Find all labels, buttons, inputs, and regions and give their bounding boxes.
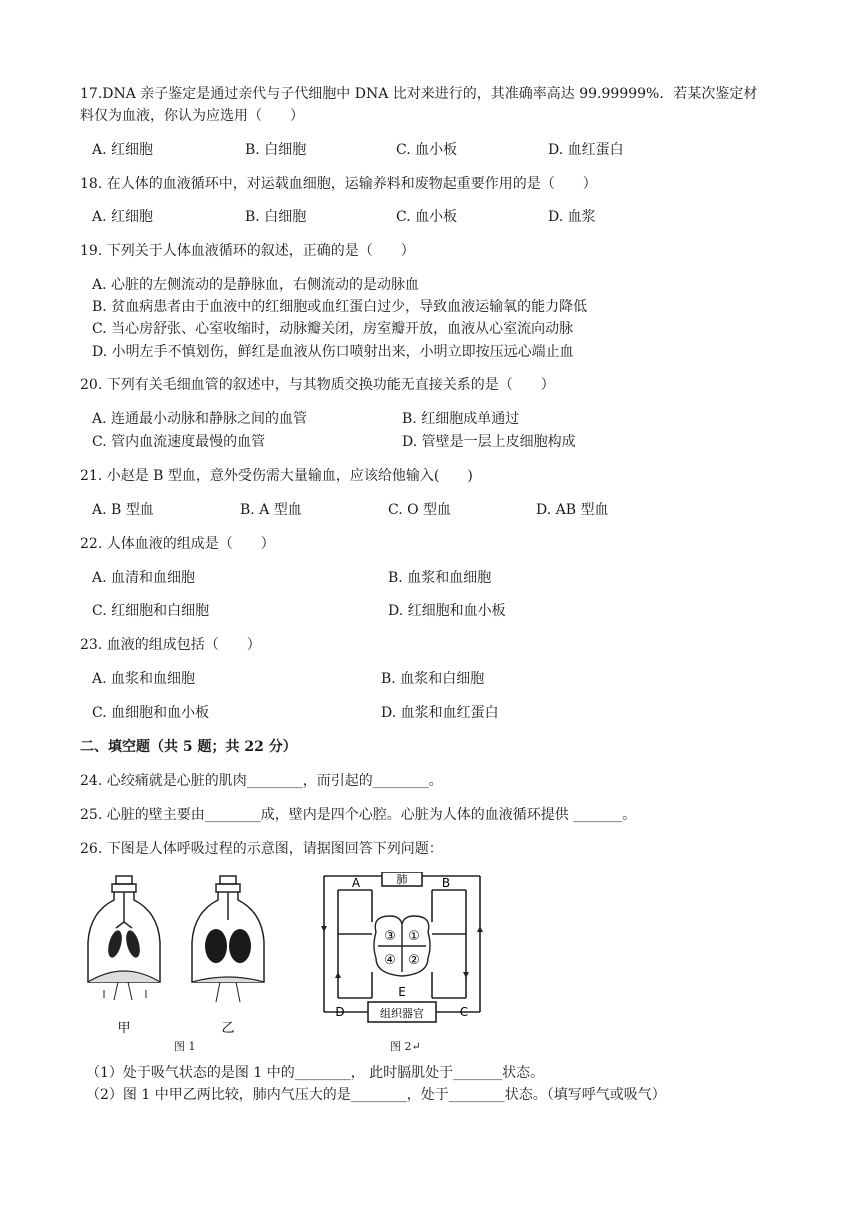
q26-stem: 26. 下图是人体呼吸过程的示意图，请据图回答下列问题： (80, 841, 443, 857)
label-yi: 乙 (221, 1021, 235, 1036)
q22-option-c: C. 红细胞和白细胞 (92, 603, 210, 619)
q22-option-b: B. 血浆和血细胞 (388, 570, 492, 586)
q22-stem: 22. 人体血液的组成是（ ） (80, 536, 275, 552)
q19-option-c: C. 当心房舒张、心室收缩时，动脉瓣关闭，房室瓣开放，血液从心室流向动脉 (92, 321, 574, 337)
chamber-2: ② (408, 953, 420, 968)
q22-option-a: A. 血清和血细胞 (92, 570, 196, 586)
q26-sub2: （2）图 1 中甲乙两比较，肺内气压大的是________，处于________状态。（填写呼气或吸气） (86, 1087, 666, 1103)
label-e: E (398, 985, 406, 999)
q25-stem: 25. 心脏的壁主要由________成，壁内是四个心腔。心脏为人体的血液循环提供 _______。 (80, 807, 637, 823)
q23-option-d: D. 血浆和血红蛋白 (381, 705, 499, 721)
q17-option-a: A. 红细胞 (92, 142, 154, 158)
q20-option-b: B. 红细胞成单通过 (402, 411, 520, 427)
q20-stem: 20. 下列有关毛细血管的叙述中，与其物质交换功能无直接关系的是（ ） (80, 377, 555, 393)
q22-option-d: D. 红细胞和血小板 (388, 603, 506, 619)
q17-option-d: D. 血红蛋白 (548, 142, 624, 158)
chamber-4: ④ (384, 953, 396, 968)
q21-option-b: B. A 型血 (240, 502, 302, 518)
label-tissue: 组织器官 (380, 1007, 424, 1020)
q18-option-a: A. 红细胞 (92, 209, 154, 225)
q19-option-d: D. 小明左手不慎划伤，鲜红是血液从伤口喷射出来，小明立即按压远心端止血 (92, 344, 574, 360)
q21-stem: 21. 小赵是 B 型血，意外受伤需大量输血，应该给他输入( ) (80, 468, 473, 484)
figure-2-circulation (312, 872, 490, 1040)
q17-option-b: B. 白细胞 (245, 142, 307, 158)
q19-stem: 19. 下列关于人体血液循环的叙述，正确的是（ ） (80, 243, 415, 259)
q26-sub1: （1）处于吸气状态的是图 1 中的________， 此时膈肌处于_______状态。 (86, 1065, 545, 1081)
label-a: A (351, 876, 361, 890)
label-c: C (459, 1005, 469, 1019)
figure-1-bell-jar (80, 872, 280, 1040)
chamber-3: ③ (384, 929, 396, 944)
q20-option-a: A. 连通最小动脉和静脉之间的血管 (92, 411, 308, 427)
q20-option-c: C. 管内血流速度最慢的血管 (92, 434, 266, 450)
caption-figure-2: 图 2↵ (390, 1040, 421, 1053)
q21-option-a: A. B 型血 (92, 502, 154, 518)
q23-option-a: A. 血浆和血细胞 (92, 671, 196, 687)
q17-stem-line1: 17.DNA 亲子鉴定是通过亲代与子代细胞中 DNA 比对来进行的，其准确率高达 99.99999%．若某次鉴定材 (80, 86, 758, 102)
q18-stem: 18. 在人体的血液循环中，对运载血细胞，运输养料和废物起重要作用的是（ ） (80, 176, 597, 192)
q24-stem: 24. 心绞痛就是心脏的肌肉________，而引起的________。 (80, 773, 443, 789)
bell-jar-yi (192, 876, 264, 982)
chamber-1: ① (408, 929, 420, 944)
label-d: D (335, 1005, 345, 1019)
bell-jar-jia (88, 876, 160, 982)
section-heading: 二、填空题（共 5 题；共 22 分） (80, 739, 297, 755)
label-lung: 肺 (396, 873, 408, 886)
label-jia: 甲 (117, 1021, 131, 1036)
q19-option-b: B. 贫血病患者由于血液中的红细胞或血红蛋白过少，导致血液运输氧的能力降低 (92, 299, 588, 315)
q20-option-d: D. 管壁是一层上皮细胞构成 (402, 434, 576, 450)
q21-option-d: D. AB 型血 (536, 502, 609, 518)
caption-figure-1: 图 1 (174, 1040, 196, 1053)
q23-option-b: B. 血浆和白细胞 (381, 671, 485, 687)
q23-stem: 23. 血液的组成包括（ ） (80, 637, 261, 653)
q19-option-a: A. 心脏的左侧流动的是静脉血，右侧流动的是动脉血 (92, 277, 420, 293)
q18-option-c: C. 血小板 (396, 209, 458, 225)
q18-option-d: D. 血浆 (548, 209, 596, 225)
label-b: B (441, 876, 451, 890)
q18-option-b: B. 白细胞 (245, 209, 307, 225)
q17-stem-line2: 料仅为血液，你认为应选用（ ） (80, 108, 304, 124)
q17-option-c: C. 血小板 (396, 142, 458, 158)
q23-option-c: C. 血细胞和血小板 (92, 705, 210, 721)
q21-option-c: C. O 型血 (388, 502, 452, 518)
